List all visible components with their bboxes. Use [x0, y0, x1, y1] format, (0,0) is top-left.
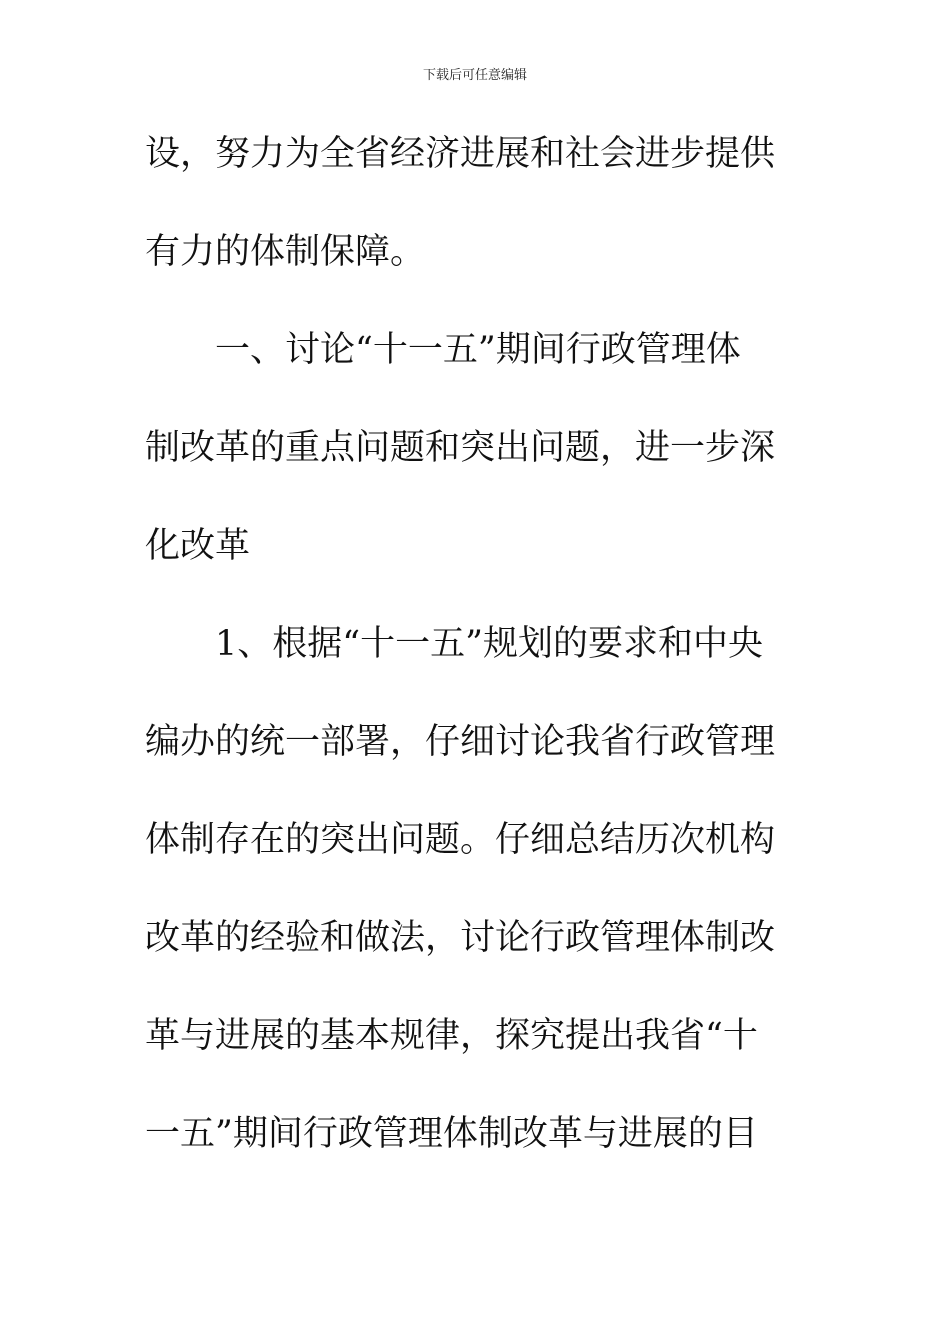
section-heading-line: 化改革 [145, 526, 251, 566]
paragraph-line: 改革的经验和做法，讨论行政管理体制改 [145, 918, 776, 958]
paragraph-line: 编办的统一部署，仔细讨论我省行政管理 [145, 722, 776, 762]
paragraph-line: 1、根据“十一五”规划的要求和中央 [215, 624, 764, 664]
section-heading-line: 制改革的重点问题和突出问题，进一步深 [145, 428, 776, 468]
text-line: 设，努力为全省经济进展和社会进步提供 [145, 134, 776, 174]
paragraph-line: 体制存在的突出问题。仔细总结历次机构 [145, 820, 776, 860]
document-body [145, 124, 805, 1202]
page-header: 下载后可任意编辑 [422, 68, 527, 83]
text-line: 有力的体制保障。 [145, 232, 426, 272]
paragraph-line: 一五”期间行政管理体制改革与进展的目 [145, 1114, 758, 1154]
section-heading-line: 一、讨论“十一五”期间行政管理体 [215, 330, 741, 370]
paragraph-line: 革与进展的基本规律，探究提出我省“十 [145, 1016, 758, 1056]
